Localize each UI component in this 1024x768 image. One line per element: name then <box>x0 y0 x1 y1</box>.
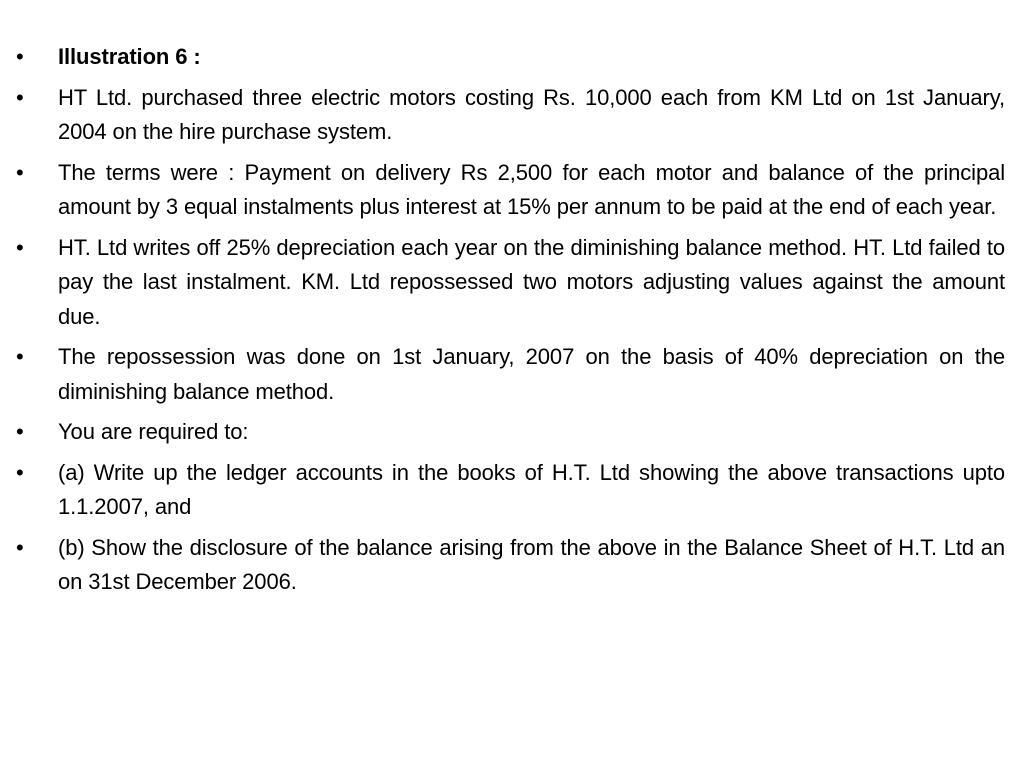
bullet-icon: • <box>16 234 24 260</box>
list-item <box>16 415 1005 450</box>
list-item <box>16 340 1005 409</box>
illustration-title: Illustration 6 : <box>58 44 201 69</box>
list-item <box>16 456 1005 525</box>
bullet-icon: • <box>16 534 24 560</box>
bullet-list <box>16 40 1005 606</box>
list-item <box>16 81 1005 150</box>
list-item-text: (b) Show the disclosure of the balance arising from the above in the Balance Sheet of H.T. Ltd an on 31st December 2006. <box>58 534 1005 594</box>
list-item-text: HT. Ltd writes off 25% depreciation each year on the diminishing balance method. HT. Ltd failed to pay the last instalment. KM. Ltd repossessed two motors adjusting values against the amount due. <box>58 234 1005 329</box>
bullet-icon: • <box>16 84 24 110</box>
list-item-text: You are required to: <box>58 419 249 444</box>
bullet-icon: • <box>16 419 24 444</box>
bullet-icon: • <box>16 159 24 185</box>
bullet-icon: • <box>16 459 24 485</box>
bullet-icon: • <box>16 44 24 69</box>
list-item-text: The repossession was done on 1st January, 2007 on the basis of 40% depreciation on the diminishing balance method. <box>58 344 1005 404</box>
bullet-icon: • <box>16 344 24 369</box>
list-item-text: (a) Write up the ledger accounts in the books of H.T. Ltd showing the above transactions upto 1.1.2007, and <box>58 459 1005 519</box>
list-item-text: The terms were : Payment on delivery Rs 2,500 for each motor and balance of the principal amount by 3 equal instalments plus interest at 15% per annum to be paid at the end of each year. <box>58 159 1005 219</box>
list-item <box>16 531 1005 600</box>
list-item-illustration-title <box>16 40 1005 75</box>
list-item <box>16 156 1005 225</box>
list-item <box>16 231 1005 335</box>
list-item-text: HT Ltd. purchased three electric motors costing Rs. 10,000 each from KM Ltd on 1st January, 2004 on the hire purchase system. <box>58 84 1005 144</box>
